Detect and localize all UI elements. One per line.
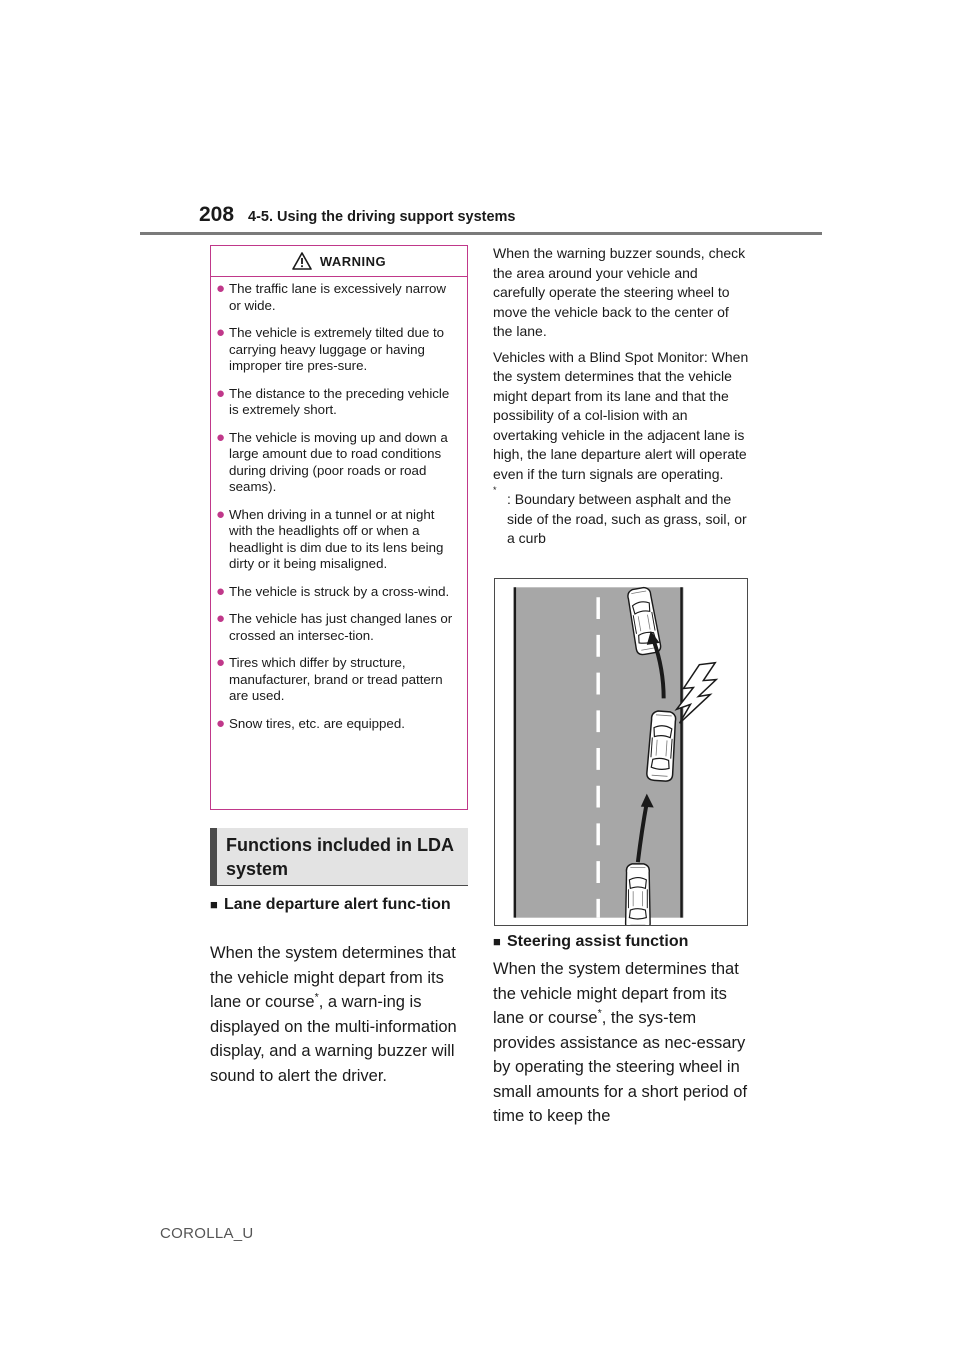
bullet-dot-icon: ● bbox=[216, 654, 226, 671]
section-title: 4-5. Using the driving support systems bbox=[248, 209, 516, 225]
bullet-dot-icon: ● bbox=[216, 384, 226, 402]
lane-departure-body: When the system determines that the vehicle might depart from its lane or course*, a warn-ing is displayed on the multi-information display, and a warning buzzer will sound to alert the driver. bbox=[210, 944, 457, 1085]
right-column-text bbox=[493, 244, 751, 549]
header-rule bbox=[140, 232, 822, 235]
car-middle-departing bbox=[646, 711, 677, 782]
warning-item: ● Snow tires, etc. are equipped. bbox=[216, 714, 405, 732]
warning-item: ● Tires which differ by structure, manufacturer, brand or tread pattern are used. bbox=[216, 654, 443, 703]
bullet-dot-icon: ● bbox=[216, 280, 226, 297]
steering-assist-heading bbox=[493, 930, 753, 953]
lane-diagram-illustration bbox=[495, 579, 747, 925]
asterisk-mark: * bbox=[597, 1007, 602, 1020]
warning-item: ● The vehicle has just changed lanes or crossed an intersec-tion. bbox=[216, 610, 453, 643]
bullet-dot-icon: ● bbox=[216, 610, 226, 627]
warning-item: ● The vehicle is moving up and down a large amount due to road conditions during driving (poor roads or road seams). bbox=[216, 428, 448, 494]
bullet-dot-icon: ● bbox=[216, 324, 226, 341]
lane-departure-heading bbox=[210, 893, 470, 916]
lane-departure-diagram bbox=[494, 578, 748, 926]
warning-item: ● The distance to the preceding vehicle is extremely short. bbox=[216, 384, 450, 417]
warning-triangle-icon bbox=[292, 252, 312, 270]
lane-departure-heading-text: Lane departure alert func-tion bbox=[224, 896, 451, 913]
bullet-dot-icon: ● bbox=[216, 714, 226, 732]
footnote bbox=[493, 485, 751, 549]
asterisk-mark: * bbox=[314, 991, 319, 1004]
warning-box bbox=[210, 245, 468, 810]
buzzer-paragraph: When the warning buzzer sounds, check the area around your vehicle and carefully operate the steering wheel to move the vehicle back to the center of the lane. bbox=[493, 245, 746, 339]
square-bullet-icon: ■ bbox=[493, 934, 501, 949]
page-number: 208 bbox=[199, 203, 235, 226]
steering-assist-body: When the system determines that the vehicle might depart from its lane or course*, the sys-tem provides assistance as nec-essary by operating the steering wheel in small amounts for a short period of time to keep the bbox=[493, 960, 748, 1125]
blind-spot-paragraph: Vehicles with a Blind Spot Monitor: When the system determines that the vehicle might depart from its lane and that the possibility of a col-lision with an overtaking vehicle in the adjacent lane is high, the lane departure alert will operate even if the turn signals are operating. bbox=[493, 348, 749, 482]
warning-list bbox=[211, 277, 467, 732]
warning-title: WARNING bbox=[319, 253, 387, 269]
square-bullet-icon: ■ bbox=[210, 897, 218, 912]
footer-model-code: COROLLA_U bbox=[160, 1225, 254, 1242]
warning-item: ● The traffic lane is excessively narrow or wide. bbox=[216, 280, 447, 313]
bullet-dot-icon: ● bbox=[216, 505, 226, 523]
steering-assist-heading-text: Steering assist function bbox=[507, 933, 689, 950]
functions-heading: Functions included in LDA system bbox=[210, 828, 468, 886]
bullet-dot-icon: ● bbox=[216, 582, 226, 600]
warning-item: ● The vehicle is extremely tilted due to carrying heavy luggage or having improper tire pres-sure. bbox=[216, 324, 445, 373]
car-bottom bbox=[626, 864, 651, 925]
warning-item: ● When driving in a tunnel or at night with the headlights off or when a headlight is dim due to its lens being dirty or it being misaligned. bbox=[216, 505, 444, 571]
warning-header bbox=[211, 246, 467, 277]
footnote-text: : Boundary between asphalt and the side of the road, such as grass, soil, or a curb bbox=[507, 491, 747, 546]
warning-item: ● The vehicle is struck by a cross-wind. bbox=[216, 582, 450, 600]
footnote-mark: * bbox=[493, 485, 497, 495]
bullet-dot-icon: ● bbox=[216, 428, 226, 446]
